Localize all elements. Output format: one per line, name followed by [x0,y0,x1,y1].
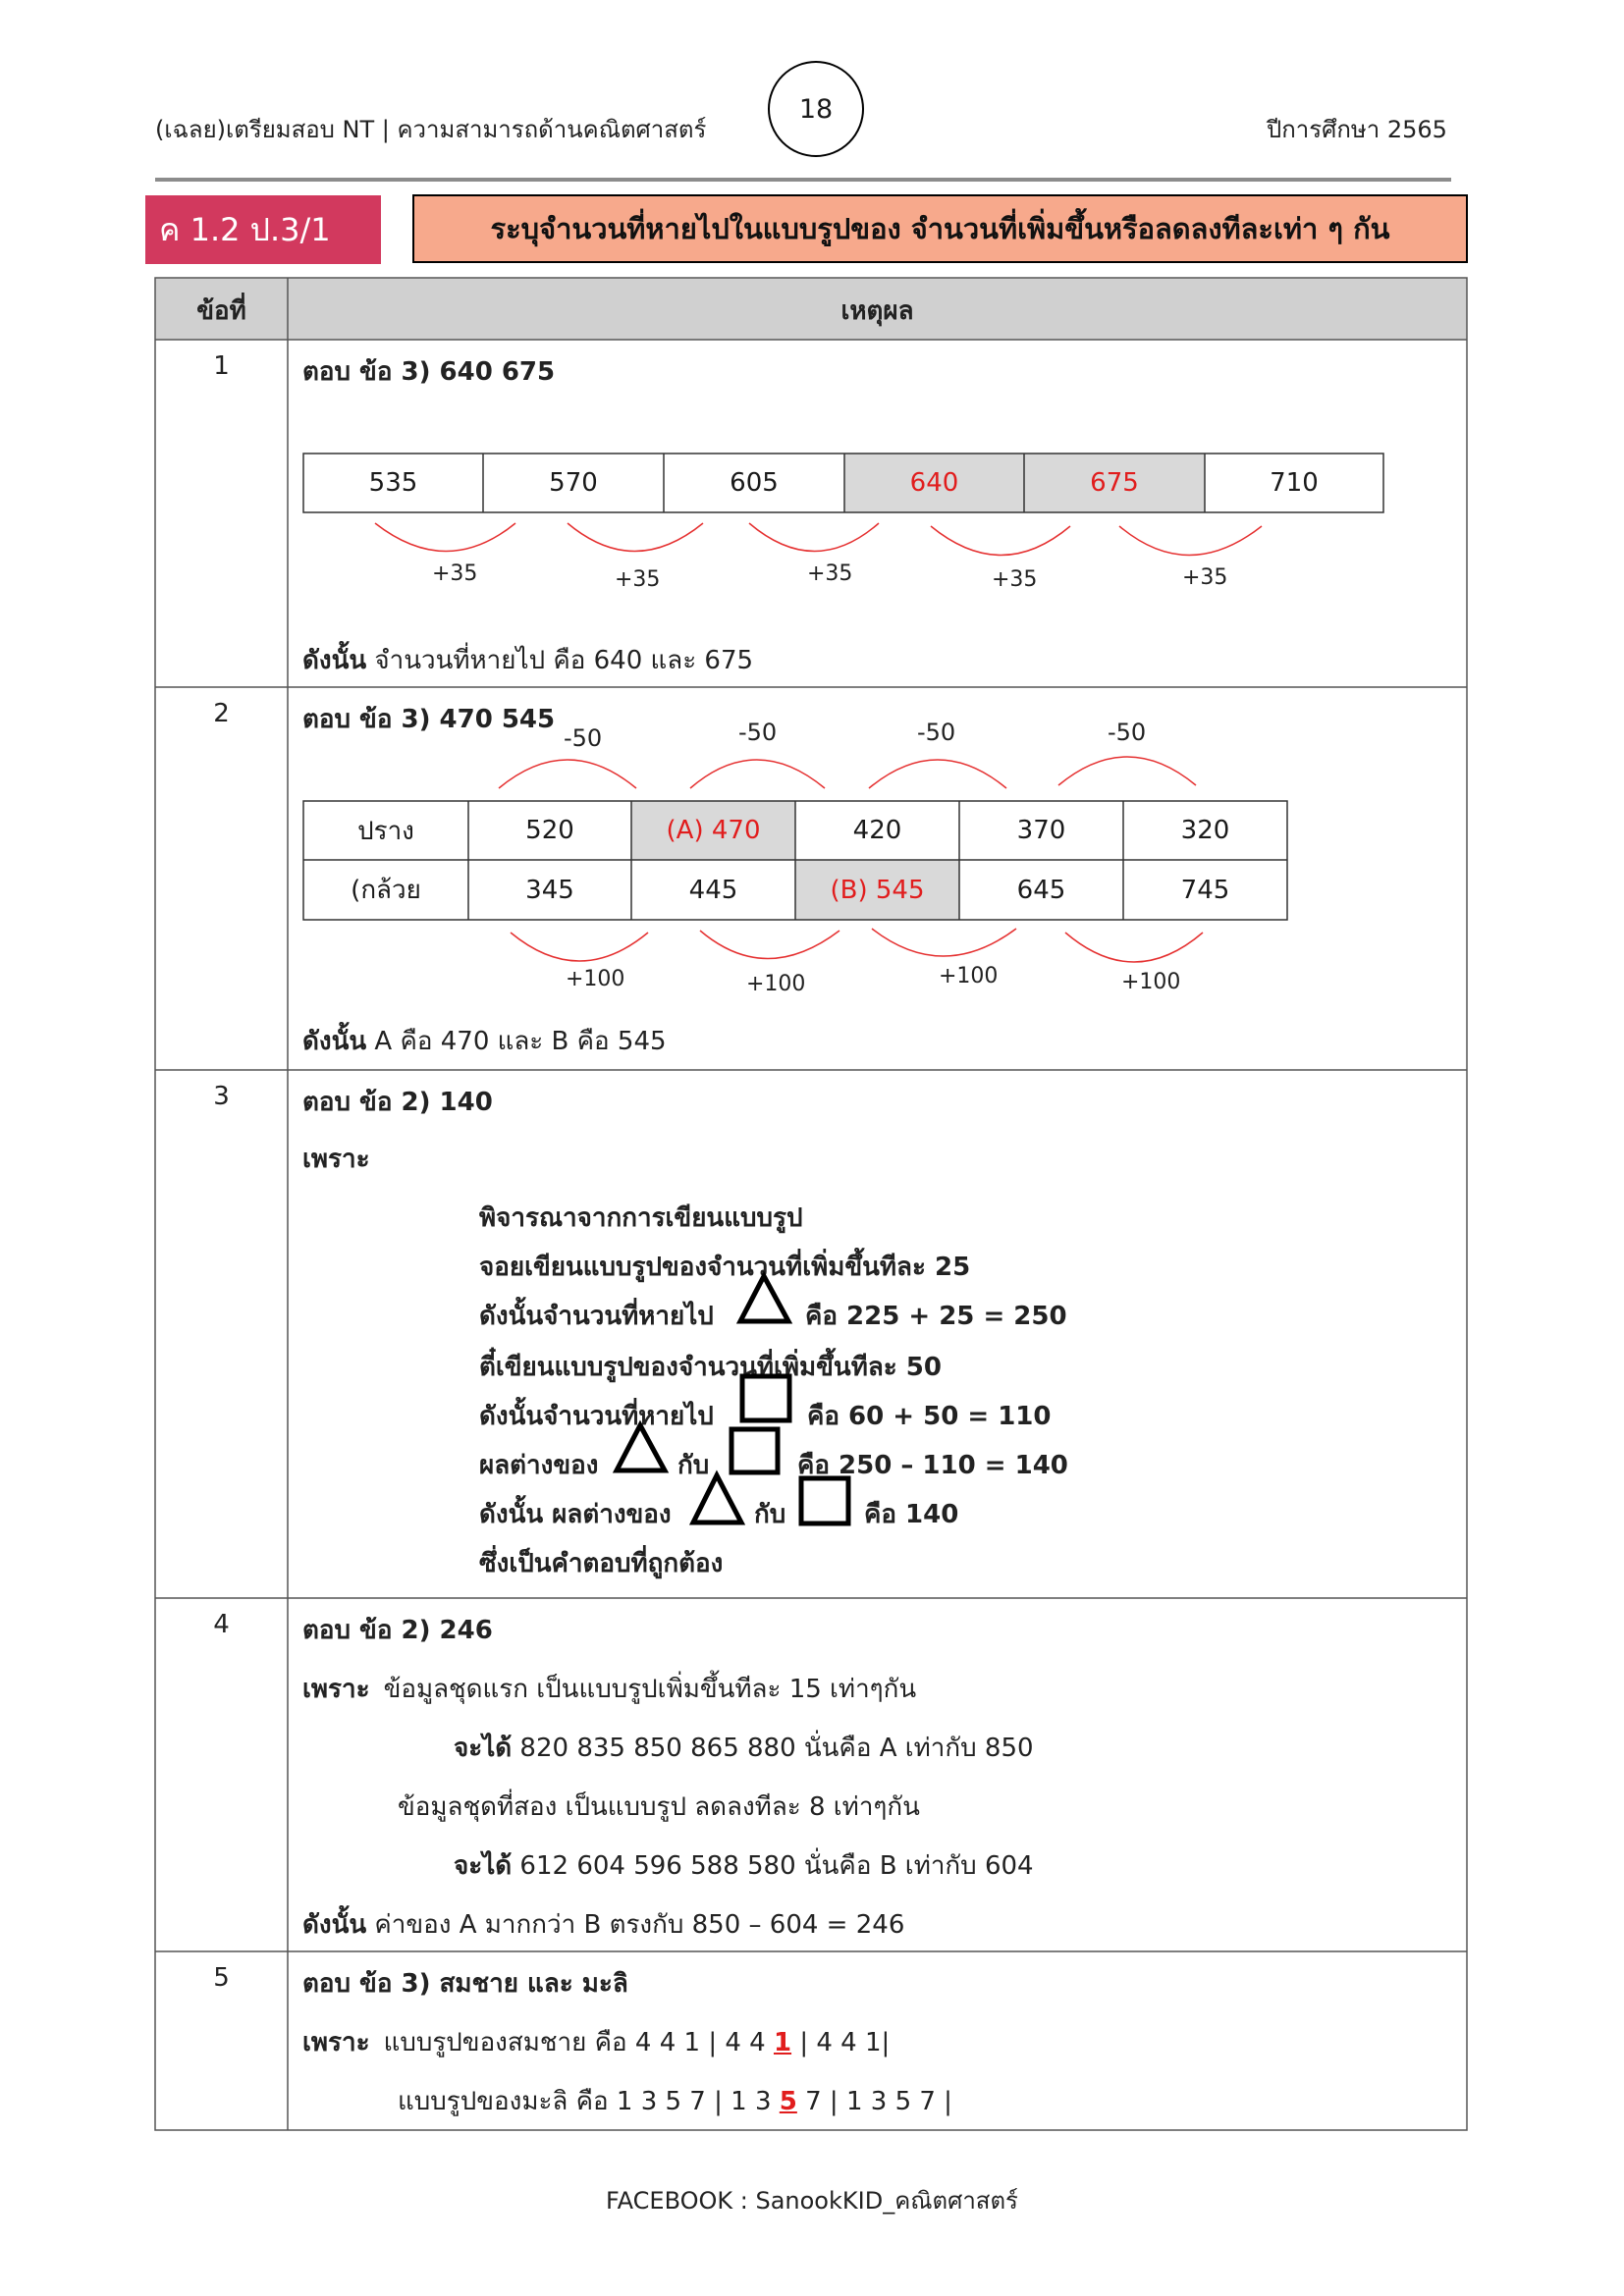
square-icon [801,1478,848,1523]
q2-r1c3: (A) 470 [666,816,761,845]
q2-top-step-2: -50 [738,719,778,746]
section-topic: ระบุจำนวนที่หายไปในแบบรูปของ จำนวนที่เพิ่มขึ้นหรือลดลงทีละเท่า ๆ กัน [412,194,1468,263]
q3-line-7a: ดังนั้น ผลต่างของ [479,1500,672,1529]
q2-r1c4: 420 [852,816,902,845]
q2-bottom-step-3: +100 [939,964,999,988]
q1-seq-6: 710 [1270,468,1319,498]
q5-line-1: เพราะ แบบรูปของสมชาย คือ 4 4 1 | 4 4 1 | 4 4 1| [302,2028,891,2057]
q2-conclusion: ดังนั้น A คือ 470 และ B คือ 545 [302,1027,667,1056]
triangle-icon [617,1425,665,1470]
q3-line-7b: กับ [754,1500,786,1529]
square-icon [742,1376,789,1420]
header-left: (เฉลย)เตรียมสอบ NT | ความสามารถด้านคณิตศาสตร์ [155,116,707,143]
q2-r1c1: ปราง [357,816,414,846]
q3-line-3a: ดังนั้นจำนวนที่หายไป [479,1302,714,1331]
q3-line-4: ตี๋เขียนแบบรูปของจำนวนที่เพิ่มขึ้นทีละ 50 [479,1353,942,1382]
q2-top-step-3: -50 [917,719,956,746]
q2-r2c4: (B) 545 [830,875,925,905]
footer-credit: FACEBOOK : SanookKID_คณิตศาสตร์ [606,2187,1018,2215]
q4-line-5: ดังนั้น ค่าของ A มากกว่า B ตรงกับ 850 – 604 = 246 [302,1910,905,1940]
q2-top-step-4: -50 [1108,719,1147,746]
q2-r1c5: 370 [1016,816,1066,845]
q1-step-3: +35 [807,561,853,586]
q1-step-5: +35 [1182,565,1228,590]
q4-line-1: เพราะ ข้อมูลชุดแรก เป็นแบบรูปเพิ่มขึ้นทีละ 15 เท่าๆกัน [302,1675,917,1704]
q5-answer: ตอบ ข้อ 3) สมชาย และ มะลิ [302,1969,628,1999]
q2-r2c5: 645 [1016,875,1066,905]
q3-line-6b: กับ [677,1451,710,1480]
q1-step-4: +35 [992,567,1038,592]
q3-because: เพราะ [302,1145,370,1174]
q1-seq-2: 570 [549,468,598,498]
q2-r2c6: 745 [1180,875,1230,905]
q2-bottom-step-4: +100 [1121,970,1181,994]
q2-answer: ตอบ ข้อ 3) 470 545 [302,705,556,734]
q2-r2c2: 345 [525,875,574,905]
q3-line-2: จอยเขียนแบบรูปของจำนวนที่เพิ่มขึ้นทีละ 25 [479,1253,971,1282]
q4-line-3: ข้อมูลชุดที่สอง เป็นแบบรูป ลดลงทีละ 8 เท่าๆกัน [398,1792,920,1822]
q1-number: 1 [213,351,230,381]
q2-bottom-step-1: +100 [566,967,625,991]
q3-line-6c: คือ 250 – 110 = 140 [797,1451,1068,1480]
q4-line-2: จะได้ 820 835 850 865 880 นั่นคือ A เท่ากับ 850 [454,1734,1034,1763]
q2-r2c1: (กล้วย [351,876,421,905]
q1-seq-3: 605 [730,468,779,498]
q3-line-3b: คือ 225 + 25 = 250 [805,1302,1067,1331]
header-no: ข้อที่ [196,296,246,326]
section-tag: ค 1.2 ป.3/1 [145,195,381,264]
triangle-icon [740,1276,788,1321]
q3-line-6a: ผลต่างของ [479,1451,599,1480]
q2-number: 2 [213,699,230,728]
q5-number: 5 [213,1963,230,1993]
q4-answer: ตอบ ข้อ 2) 246 [302,1616,493,1645]
q1-seq-1: 535 [368,468,418,498]
q3-line-5b: คือ 60 + 50 = 110 [807,1402,1052,1431]
q3-line-1: พิจารณาจากการเขียนแบบรูป [479,1203,803,1233]
header-reason: เหตุผล [840,296,914,326]
q5-line-2: แบบรูปของมะลิ คือ 1 3 5 7 | 1 3 5 7 | 1 3 5 7 | [398,2087,952,2116]
triangle-icon [693,1475,741,1522]
q4-number: 4 [213,1610,230,1639]
q3-line-7c: คือ 140 [864,1500,959,1529]
q3-line-8: ซึ่งเป็นคำตอบที่ถูกต้อง [479,1549,724,1578]
q1-answer: ตอบ ข้อ 3) 640 675 [302,357,556,387]
q3-line-5a: ดังนั้นจำนวนที่หายไป [479,1402,714,1431]
square-icon [731,1429,778,1472]
q2-r1c2: 520 [525,816,574,845]
q2-bottom-step-2: +100 [746,972,806,996]
q1-step-1: +35 [432,561,478,586]
q3-answer: ตอบ ข้อ 2) 140 [302,1088,493,1117]
q4-line-4: จะได้ 612 604 596 588 580 นั่นคือ B เท่ากับ 604 [454,1851,1034,1881]
q1-conclusion: ดังนั้น จำนวนที่หายไป คือ 640 และ 675 [302,646,754,675]
q3-number: 3 [213,1082,230,1111]
q2-top-step-1: -50 [564,724,603,752]
q1-step-2: +35 [615,567,661,592]
q1-seq-4: 640 [909,468,959,498]
q2-r1c6: 320 [1180,816,1230,845]
q2-r2c3: 445 [688,875,738,905]
q1-seq-5: 675 [1090,468,1139,498]
page-number: 18 [768,61,864,157]
header-right: ปีการศึกษา 2565 [1267,116,1447,143]
